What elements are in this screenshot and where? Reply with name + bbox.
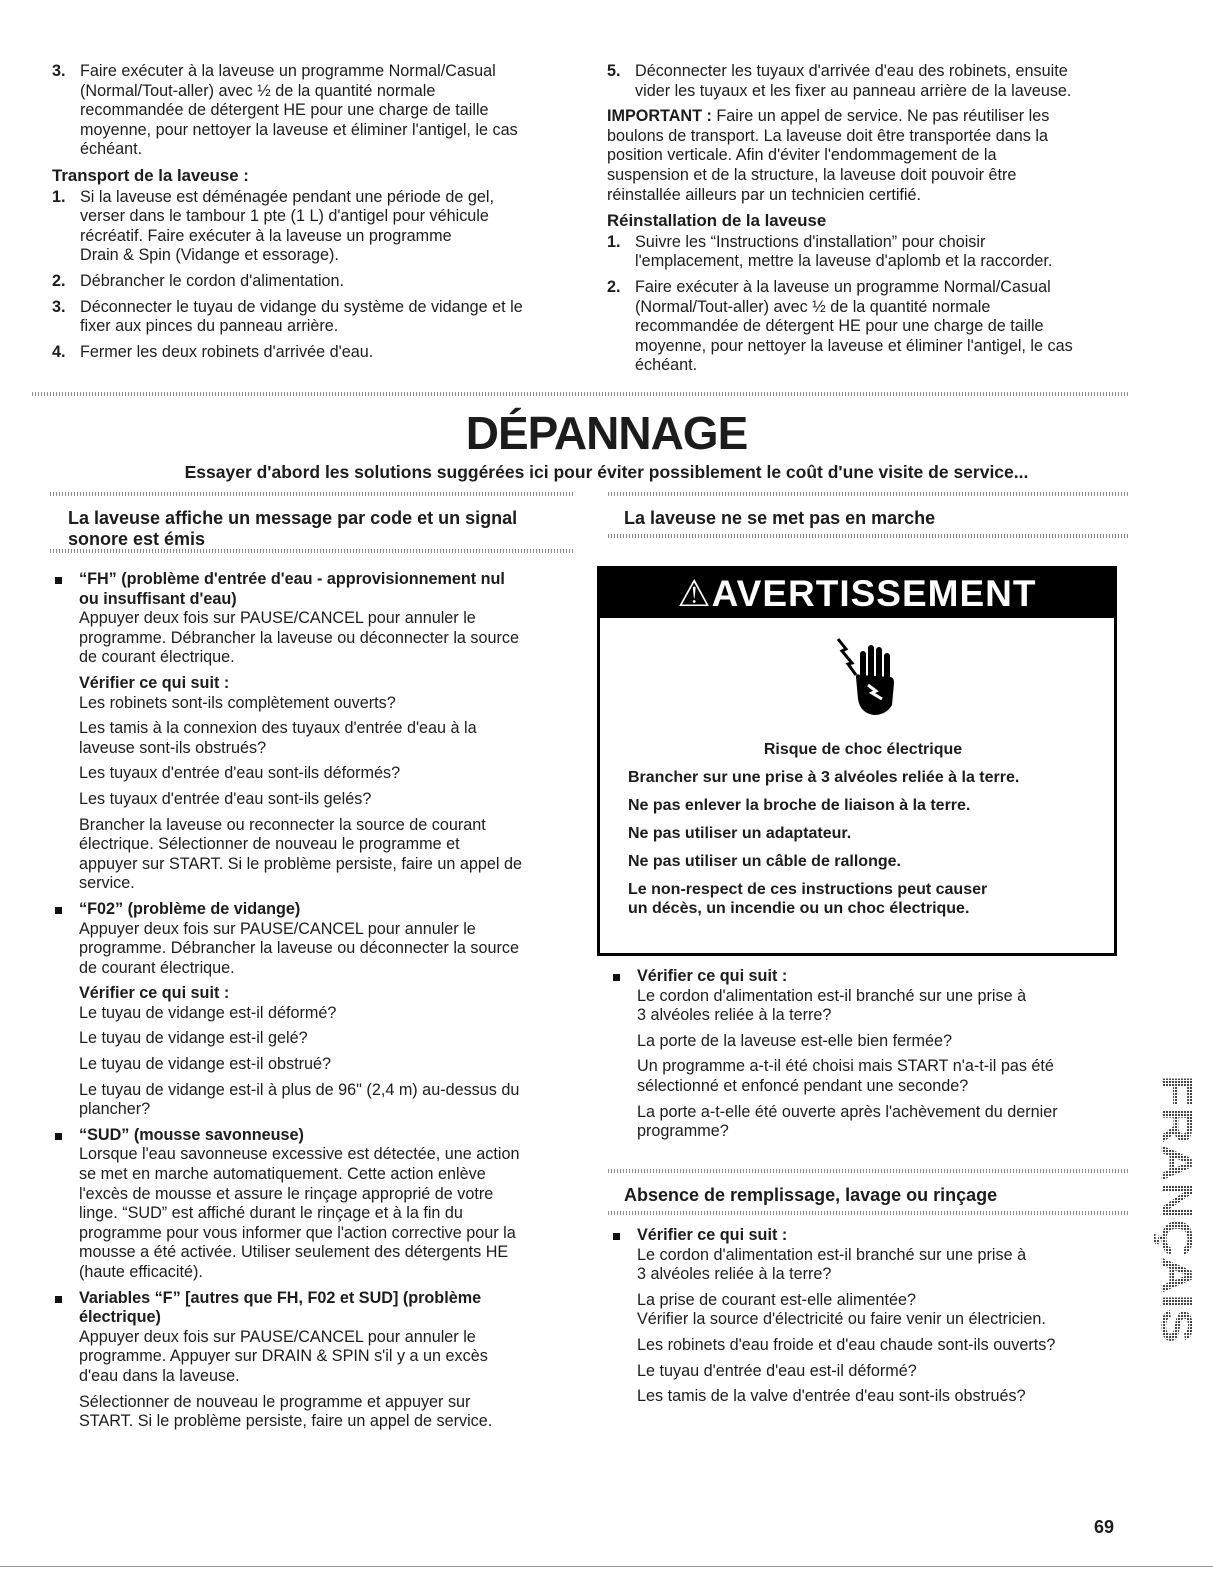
bullet-icon [55, 1133, 62, 1140]
section-divider [608, 492, 1128, 496]
list-item: 3. Déconnecter le tuyau de vidange du système de vidange et le fixer aux pinces du panneau arrière. [52, 297, 523, 336]
bullet-icon [613, 1233, 620, 1240]
section-divider [50, 549, 575, 553]
check-label: Vérifier ce qui suit : [79, 673, 230, 692]
bullet-icon [55, 577, 62, 584]
page-title: DÉPANNAGE [465, 407, 748, 459]
important-label: IMPORTANT : [607, 107, 712, 126]
bullet-icon [55, 1296, 62, 1303]
top-left-column [52, 62, 572, 368]
side-language-text: FRANÇAIS [1152, 1075, 1201, 1303]
section-heading-no-fill: Absence de remplissage, lavage ou rinçage [624, 1185, 998, 1205]
section-divider [50, 492, 575, 496]
bottom-rule [0, 1566, 1213, 1567]
item-title: “FH” (problème d'entrée d'eau - approvisionnement nul ou insuffisant d'eau) [79, 570, 505, 608]
section-heading-no-start: La laveuse ne se met pas en marche [624, 508, 936, 528]
warning-box [597, 566, 1117, 956]
list-item-f-variables: Variables “F” [autres que FH, F02 et SUD] (problème électrique) Appuyer deux fois sur PAUSE/CANCEL pour annuler le programme. Appuyer sur DRAIN & SPIN s'il y a un excès d'eau dans la laveuse. Sélectionner de nouveau le programme et appuyer sur START. Si le problème persiste, faire un appel de service. [53, 1289, 573, 1432]
warning-banner: ⚠AVERTISSEMENT [600, 569, 1114, 618]
no-start-checks [611, 967, 1121, 1148]
list-item: Vérifier ce qui suit : Le cordon d'alimentation est-il branché sur une prise à 3 alvéoles reliée à la terre? La porte de la laveuse est-elle bien fermée? Un programme a-t-il été choisi mais START n'a-t-il pas été sélectionné et enfoncé pendant une seconde? La porte a-t-elle été ouverte après l'achèvement du dernier programme? [611, 967, 1121, 1142]
list-item: 1. Si la laveuse est déménagée pendant une période de gel, verser dans le tambour 1 pte (1 L) d'antigel pour véhicule récréatif. Faire exécuter à la laveuse un programme Drain & Spin (Vidange et essorage). [52, 187, 494, 265]
no-fill-checks [611, 1226, 1121, 1413]
bullet-icon [55, 907, 62, 914]
code-list [53, 570, 573, 1438]
section-heading-code-display: La laveuse affiche un message par code et un signal sonore est émis [68, 508, 518, 549]
important-note: IMPORTANT : Faire un appel de service. Ne pas réutiliser les boulons de transport. La laveuse doit être transportée dans la position verticale. Afin d'éviter l'endommagement de la suspension et de la structure, la laveuse doit pouvoir être réinstallée ailleurs par un technicien certifié. [607, 107, 1050, 204]
list-item: 5. Déconnecter les tuyaux d'arrivée d'eau des robinets, ensuite vider les tuyaux et les fixer au panneau arrière de la laveuse. [607, 62, 1072, 100]
list-item: 4. Fermer les deux robinets d'arrivée d'eau. [52, 342, 374, 361]
warning-text: Risque de choc électrique Brancher sur une prise à 3 alvéoles reliée à la terre. Ne pas enlever la broche de liaison à la terre. Ne pas utiliser un adaptateur. Ne pas utiliser un câble de rallonge. Le non-respect de ces instructions peut causer un décès, un incendie ou un choc électrique. [628, 740, 1098, 918]
top-right-column [607, 62, 1127, 382]
side-language-tab [1152, 1075, 1201, 1345]
bullet-icon [613, 974, 620, 981]
item-body: Appuyer deux fois sur PAUSE/CANCEL pour annuler le programme. Débrancher la laveuse ou déconnecter la source de courant électrique. [79, 609, 520, 667]
section-divider [608, 1211, 1128, 1215]
section-divider [608, 1169, 1128, 1173]
section-divider [608, 534, 1128, 538]
list-item-fh: “FH” (problème d'entrée d'eau - approvisionnement nul ou insuffisant d'eau) Appuyer deux fois sur PAUSE/CANCEL pour annuler le programme. Débrancher la laveuse ou déconnecter la source de courant électrique. Vérifier ce qui suit : Les robinets sont-ils complètement ouverts? Les tamis à la connexion des tuyaux d'entrée d'eau à la laveuse sont-ils obstrués? Les tuyaux d'entrée d'eau sont-ils déformés? Les tuyaux d'entrée d'eau sont-ils gelés? Brancher la laveuse ou reconnecter la source de courant électrique. Sélectionner de nouveau le programme et appuyer sur START. Si le problème persiste, faire un appel de service. [53, 570, 573, 894]
list-item-f02: “F02” (problème de vidange) Appuyer deux fois sur PAUSE/CANCEL pour annuler le programme. Débrancher la laveuse ou déconnecter la source de courant électrique. Vérifier ce qui suit : Le tuyau de vidange est-il déformé? Le tuyau de vidange est-il gelé? Le tuyau de vidange est-il obstrué? Le tuyau de vidange est-il à plus de 96" (2,4 m) au-dessus du plancher? [53, 900, 573, 1120]
reinstall-heading: Réinstallation de la laveuse [607, 211, 827, 231]
check-label: Vérifier ce qui suit : [79, 984, 230, 1003]
list-item: 2. Faire exécuter à la laveuse un programme Normal/Casual (Normal/Tout-aller) avec ½ de la quantité normale recommandée de détergent HE pour une charge de taille moyenne, pour nettoyer la laveuse et éliminer l'antigel, le cas échéant. [607, 277, 1073, 375]
list-item: 2. Débrancher le cordon d'alimentation. [52, 271, 345, 290]
electric-shock-hand-icon [832, 633, 902, 723]
warning-risk-title: Risque de choc électrique [763, 741, 963, 758]
list-item: Vérifier ce qui suit : Le cordon d'alimentation est-il branché sur une prise à 3 alvéoles reliée à la terre? La prise de courant est-elle alimentée? Vérifier la source d'électricité ou faire venir un électricien. Les robinets d'eau froide et d'eau chaude sont-ils ouverts? Le tuyau d'entrée d'eau est-il déformé? Les tamis de la valve d'entrée d'eau sont-ils obstrués? [611, 1226, 1121, 1407]
page-subtitle: Essayer d'abord les solutions suggérées ici pour éviter possiblement le coût d'une visite de service... [184, 462, 1029, 482]
item-text: Faire exécuter à la laveuse un programme Normal/Casual (Normal/Tout-aller) avec ½ de la quantité normale recommandée de détergent HE pour une charge de taille moyenne, pour nettoyer la laveuse et éliminer l'antigel, le cas échéant. [80, 62, 518, 159]
transport-heading: Transport de la laveuse : [52, 165, 249, 185]
list-item-sud: “SUD” (mousse savonneuse) Lorsque l'eau savonneuse excessive est détectée, une action se met en marche automatiquement. Cette action enlève l'excès de mousse et assure le rinçage approprié de votre linge. “SUD” est affiché durant le rinçage et à la fin du programme pour vous informer que l'action corrective pour la mousse a été activée. Utiliser seulement des détergents HE (haute efficacité). [53, 1126, 573, 1283]
list-item: 1. Suivre les “Instructions d'installation” pour choisir l'emplacement, mettre la laveuse d'aplomb et la raccorder. [607, 232, 1053, 271]
item-number: 3. [52, 62, 66, 80]
list-item [52, 62, 572, 160]
page-number: 69 [1094, 1517, 1115, 1537]
section-divider [32, 392, 1130, 396]
